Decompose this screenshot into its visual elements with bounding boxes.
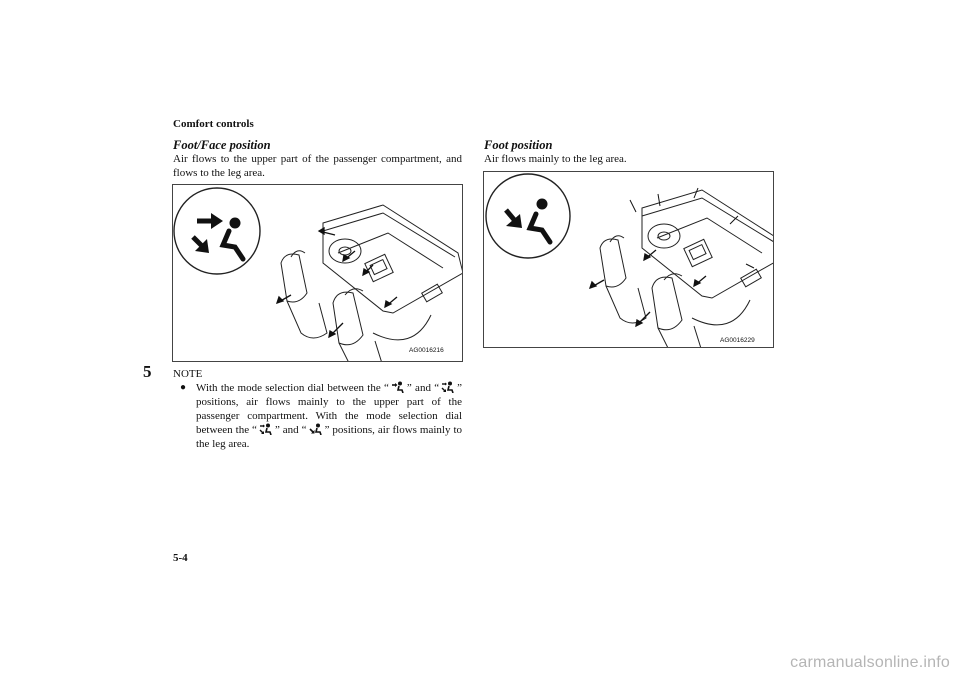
foot-body: Air flows mainly to the leg area. [484, 153, 627, 165]
note-text-part: ” positions, air flows mainly to the leg area. [196, 424, 462, 450]
face-mode-icon [391, 381, 405, 393]
page-number: 5-4 [173, 552, 188, 564]
note-label: NOTE [173, 368, 203, 380]
note-text-part: ” positions, air flows mainly to the upper part of the passenger compartment. With the mode selection dial between the “ [196, 382, 462, 436]
note-text [196, 381, 462, 451]
foot-mode-badge [486, 174, 570, 258]
figure-code-left: AG0016216 [409, 347, 444, 354]
figure-code-right: AG0016229 [720, 337, 755, 344]
note-text-part: With the mode selection dial between the “ [196, 382, 389, 394]
foot-mode-icon [309, 423, 323, 435]
foot-face-figure [172, 184, 463, 362]
foot-face-mode-icon [259, 423, 273, 435]
section-header: Comfort controls [173, 118, 254, 130]
note-text-part: ” and “ [406, 382, 440, 394]
foot-face-mode-badge [174, 188, 260, 274]
foot-face-body: Air flows to the upper part of the passenger compartment, and flows to the leg area. [173, 153, 462, 179]
foot-face-heading: Foot/Face position [173, 138, 271, 152]
foot-face-mode-icon [441, 381, 455, 393]
watermark: carmanualsonline.info [790, 654, 950, 671]
note-text-part: ” and “ [274, 424, 307, 436]
foot-heading: Foot position [484, 138, 553, 152]
chapter-tab: 5 [143, 362, 152, 381]
note-bullet: ● [180, 382, 187, 393]
foot-figure [483, 171, 774, 348]
